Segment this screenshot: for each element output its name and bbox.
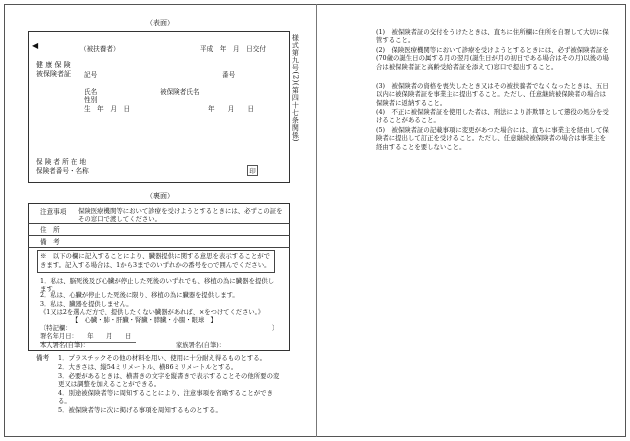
title-line2: 被保険者証 bbox=[36, 70, 71, 78]
bikou-item: 2．大きさは、縦54ミリメートル、横86ミリメートルとする。 bbox=[58, 363, 238, 371]
bangou-label: 番号 bbox=[222, 71, 236, 79]
remarks-label: 備 考 bbox=[40, 238, 60, 246]
sign-self: 本人署名(自筆)： bbox=[40, 342, 89, 349]
right-item-4: (4) 不正に被保険者証を使用した者は、刑法により詐欺罪として懲役の処分を受けることがあること。 bbox=[376, 108, 609, 125]
form-number-side: 様式第九号(2)(第四十七条関係) bbox=[291, 34, 300, 142]
organ-item-1: 1．私は、脳死後及び心臓が停止した死後のいずれでも、移植の為に臓器を提供します。 bbox=[40, 277, 275, 294]
insurer-number-label: 保険者番号・名称 bbox=[36, 167, 89, 175]
seal-icon: 印 bbox=[247, 165, 258, 176]
special-label: 〔特記欄： bbox=[40, 325, 72, 332]
sex-label: 性別 bbox=[84, 96, 98, 104]
front-heading: （表面） bbox=[146, 19, 174, 27]
bikou-item: 4．別途被保険者等に周知することにより、注意事項を省略することができる。 bbox=[58, 389, 273, 406]
title-line1: 健 康 保 険 bbox=[36, 61, 71, 69]
sign-family: 家族署名(自筆)： bbox=[176, 342, 225, 349]
organ-list: 【 心臓・肺・肝臓・腎臓・膵臓・小腸・眼球 】 bbox=[72, 317, 217, 324]
insured-name-label: 被保険者氏名 bbox=[160, 88, 200, 96]
bikou-item: 3．必要があるときは、横書きの文字を縦書きで表示することその他所要の変更又は調整を加えることができる。 bbox=[58, 372, 280, 389]
center-divider bbox=[316, 4, 317, 437]
remarks-divider bbox=[28, 247, 290, 248]
address-label: 住 所 bbox=[40, 226, 60, 234]
marker-icon: ◀ bbox=[32, 41, 39, 50]
birth-date: 年 月 日 bbox=[208, 105, 255, 113]
issue-date: 平成 年 月 日交付 bbox=[200, 45, 266, 53]
birth-label: 生 年 月 日 bbox=[84, 105, 131, 113]
special-close-bracket: 〕 bbox=[272, 325, 279, 332]
notice-divider bbox=[28, 223, 290, 224]
name-label: 氏名 bbox=[84, 88, 98, 96]
bikou-label: 備考 bbox=[36, 354, 50, 362]
organ-item-note: 《1又は2を選んだ方で、提供したくない臓器があれば、×をつけてください。》 bbox=[40, 309, 265, 316]
back-heading: （裏面） bbox=[146, 192, 174, 200]
dependent-label: （被扶養者） bbox=[80, 45, 120, 53]
organ-item-3: 3．私は、臓器を提供しません。 bbox=[40, 301, 133, 308]
insurer-location-label: 保 険 者 所 在 地 bbox=[36, 158, 87, 166]
address-divider bbox=[28, 235, 290, 236]
right-item-1: (1) 被保険者証の交付をうけたときは、直ちに住所欄に住所を自署して大切に保管すること。 bbox=[376, 28, 609, 45]
notice-text: 保険医療機関等において診療を受けようとするときには、必ずこの証をその窓口で渡してください。 bbox=[78, 207, 283, 224]
right-item-2: (2) 保険医療機関等において診療を受けようとするときには、必ず被保険者証を(70歳の誕生日の属する月の翌月(誕生日が月の初日である場合はその月)以後の場合は被保険者証と高齢受給者証を添えて)窓口で提出すること。 bbox=[376, 46, 609, 71]
right-item-3: (3) 被保険者の資格を喪失したとき又はその被扶養者でなくなったときは、五日以内に被保険者証を事業主に提出すること。ただし、任意継続被保険者の場合は保険者に返納すること。 bbox=[376, 82, 609, 107]
bikou-item: 1．プラスチックその他の材料を用い、使用に十分耐え得るものとする。 bbox=[58, 354, 267, 362]
organ-item-2: 2．私は、心臓が停止した死後に限り、移植の為に臓器を提供します。 bbox=[40, 292, 239, 299]
bikou-item: 5．被保険者等に次に掲げる事項を周知するものとする。 bbox=[58, 406, 222, 414]
sign-date: 署名年月日： 年 月 日 bbox=[40, 333, 132, 340]
organ-note: ※ 以下の欄に記入することにより、臓器提供に関する意思を表示することができます。記入する場合は、1から3までのいずれかの番号を○で囲んでください。 bbox=[40, 252, 271, 269]
right-item-5: (5) 被保険者証の記載事項に変更があつた場合には、直ちに事業主を経由して保険者に提出して訂正を受けること。ただし、任意継続被保険者の場合は事業主を経由することを要しないこと。 bbox=[376, 126, 609, 151]
kigou-label: 記号 bbox=[84, 71, 98, 79]
notice-label: 注意事項 bbox=[40, 208, 67, 216]
